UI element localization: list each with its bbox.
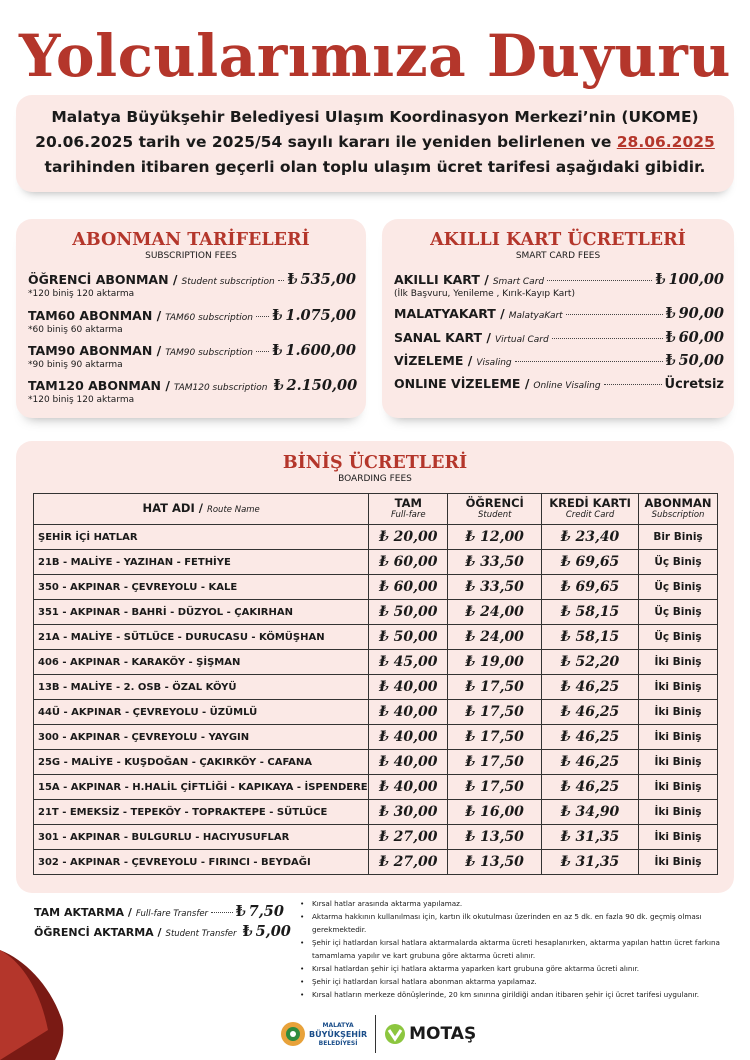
- fee-price-value: 2.150,00: [286, 377, 358, 394]
- fee-name: SANAL KART /: [394, 330, 491, 345]
- fee-name: VİZELEME /: [394, 353, 473, 368]
- subscription-cell: İki Biniş: [639, 800, 718, 825]
- smartcard-item: [394, 305, 724, 322]
- fee-name: TAM AKTARMA /: [34, 906, 132, 919]
- fee-note: *120 biniş 120 aktarma: [28, 395, 135, 405]
- table-row: [34, 525, 718, 550]
- student-fare-cell: ₺ 19,00: [448, 650, 542, 675]
- fee-english-name: Online Visaling: [533, 381, 601, 391]
- fee-price: [242, 923, 290, 940]
- table-row: [34, 850, 718, 875]
- credit-card-fare-cell: ₺ 31,35: [542, 850, 639, 875]
- fee-price: [236, 903, 284, 920]
- table-row: [34, 700, 718, 725]
- note-item: • Kırsal hatlardan şehir içi hatlara aktarma yaparken kart grubuna göre aktarma ücreti alınır.: [300, 962, 736, 975]
- leader-dots: [547, 280, 652, 281]
- note-item: • Kırsal hatlar arasında aktarma yapılamaz.: [300, 897, 736, 910]
- credit-card-fare-cell: ₺ 46,25: [542, 725, 639, 750]
- fee-name: MALATYAKART /: [394, 306, 505, 321]
- lira-icon: ₺: [287, 271, 298, 288]
- fee-note: (İlk Başvuru, Yenileme , Kırık-Kayıp Kart): [394, 289, 575, 299]
- fee-english-name: TAM60 subscription: [165, 313, 254, 323]
- credit-card-fare-cell: ₺ 46,25: [542, 775, 639, 800]
- full-fare-cell: ₺ 27,00: [369, 850, 448, 875]
- fee-price: [273, 377, 357, 394]
- smartcard-subtitle: SMART CARD FEES: [515, 251, 601, 261]
- full-fare-cell: ₺ 50,00: [369, 600, 448, 625]
- header-label: ABONMAN: [644, 496, 712, 510]
- transfer-item: [34, 923, 291, 940]
- smartcard-title: AKILLI KART ÜCRETLERİ: [430, 230, 686, 250]
- boarding-fees-table: [33, 493, 718, 875]
- credit-card-fare-cell: ₺ 46,25: [542, 700, 639, 725]
- leader-dots: [552, 338, 663, 339]
- subscription-subtitle: SUBSCRIPTION FEES: [145, 251, 237, 261]
- subscription-item: [28, 307, 356, 335]
- subscription-cell: Bir Biniş: [639, 525, 718, 550]
- fee-name: ÖĞRENCİ AKTARMA /: [34, 926, 162, 939]
- full-fare-cell: ₺ 40,00: [369, 750, 448, 775]
- full-fare-cell: ₺ 40,00: [369, 700, 448, 725]
- motas-emblem-icon: [384, 1023, 406, 1045]
- logo-text-line: BELEDİYESİ: [318, 1039, 358, 1047]
- student-fare-cell: ₺ 24,00: [448, 625, 542, 650]
- fee-name: TAM60 ABONMAN /: [28, 308, 162, 323]
- notes-list: [300, 897, 736, 1001]
- student-fare-cell: ₺ 16,00: [448, 800, 542, 825]
- student-fare-cell: ₺ 13,50: [448, 825, 542, 850]
- subscription-item: [28, 271, 356, 299]
- column-header-credit: [542, 494, 639, 525]
- boarding-title: BİNİŞ ÜCRETLERİ: [282, 453, 468, 473]
- full-fare-cell: ₺ 27,00: [369, 825, 448, 850]
- fee-name: TAM120 ABONMAN /: [28, 378, 170, 393]
- table-row: [34, 575, 718, 600]
- table-row: [34, 675, 718, 700]
- lira-icon: ₺: [665, 352, 676, 369]
- header-label: TAM: [394, 496, 422, 510]
- route-cell: 44Ü - AKPINAR - ÇEVREYOLU - ÜZÜMLÜ: [34, 700, 369, 725]
- leader-dots: [566, 314, 663, 315]
- lira-icon: ₺: [665, 329, 676, 346]
- student-fare-cell: ₺ 17,50: [448, 775, 542, 800]
- column-header-full: [369, 494, 448, 525]
- transfer-fees: [34, 903, 291, 943]
- table-row: [34, 550, 718, 575]
- fee-price: [272, 307, 356, 324]
- subscription-cell: Üç Biniş: [639, 550, 718, 575]
- subscription-cell: İki Biniş: [639, 825, 718, 850]
- fee-price-value: 5,00: [255, 923, 291, 940]
- fee-price: [666, 329, 725, 346]
- student-fare-cell: ₺ 33,50: [448, 575, 542, 600]
- route-cell: 301 - AKPINAR - BULGURLU - HACIYUSUFLAR: [34, 825, 369, 850]
- fee-name: ONLINE VİZELEME /: [394, 376, 530, 391]
- subscription-cell: İki Biniş: [639, 675, 718, 700]
- route-cell: 21T - EMEKSİZ - TEPEKÖY - TOPRAKTEPE - SÜTLÜCE: [34, 800, 369, 825]
- subscription-item: [28, 342, 356, 370]
- student-fare-cell: ₺ 17,50: [448, 675, 542, 700]
- lira-icon: ₺: [272, 307, 283, 324]
- fee-english-name: MalatyaKart: [508, 311, 563, 321]
- smartcard-item: [394, 329, 724, 346]
- student-fare-cell: ₺ 13,50: [448, 850, 542, 875]
- intro-effective-date: 28.06.2025: [616, 133, 715, 151]
- full-fare-cell: ₺ 30,00: [369, 800, 448, 825]
- leader-dots: [256, 351, 269, 352]
- subscription-cell: İki Biniş: [639, 700, 718, 725]
- fee-note: *120 biniş 120 aktarma: [28, 289, 135, 299]
- subscription-cell: İki Biniş: [639, 775, 718, 800]
- table-row: [34, 825, 718, 850]
- motas-name: MOTAŞ: [409, 1024, 477, 1044]
- subscription-cell: İki Biniş: [639, 750, 718, 775]
- credit-card-fare-cell: ₺ 46,25: [542, 675, 639, 700]
- note-item: • Şehir içi hatlardan kırsal hatlara abonman aktarma yapılamaz.: [300, 975, 736, 988]
- credit-card-fare-cell: ₺ 46,25: [542, 750, 639, 775]
- municipality-name: [309, 1021, 367, 1048]
- student-fare-cell: ₺ 12,00: [448, 525, 542, 550]
- credit-card-fare-cell: ₺ 31,35: [542, 825, 639, 850]
- subscription-cell: İki Biniş: [639, 725, 718, 750]
- smart-card-fees-card: [382, 219, 734, 418]
- full-fare-cell: ₺ 60,00: [369, 550, 448, 575]
- full-fare-cell: ₺ 60,00: [369, 575, 448, 600]
- header-label: KREDİ KARTI: [549, 496, 631, 510]
- table-body: [34, 525, 718, 875]
- transfer-item: [34, 903, 284, 920]
- credit-card-fare-cell: ₺ 52,20: [542, 650, 639, 675]
- subscription-cell: İki Biniş: [639, 650, 718, 675]
- logo-text-line: MALATYA: [322, 1021, 354, 1029]
- fee-note: *90 biniş 90 aktarma: [28, 360, 123, 370]
- intro-line-1: Malatya Büyükşehir Belediyesi Ulaşım Koordinasyon Merkezi’nin (UKOME): [51, 108, 699, 126]
- route-cell: 351 - AKPINAR - BAHRİ - DÜZYOL - ÇAKIRHAN: [34, 600, 369, 625]
- subscription-fees-card: [16, 219, 366, 418]
- table-row: [34, 775, 718, 800]
- lira-icon: ₺: [655, 271, 666, 288]
- page-title: Yolcularımıza Duyuru: [19, 22, 731, 90]
- municipality-emblem-icon: [280, 1021, 306, 1047]
- full-fare-cell: ₺ 40,00: [369, 775, 448, 800]
- fee-price-value: 60,00: [678, 329, 724, 346]
- note-item: • Kırsal hatların merkeze dönüşlerinde, 20 km sınırına girildiği andan itibaren şehir içi ücret tarifesi uygulanır.: [300, 988, 736, 1001]
- full-fare-cell: ₺ 40,00: [369, 725, 448, 750]
- route-cell: 300 - AKPINAR - ÇEVREYOLU - YAYGIN: [34, 725, 369, 750]
- table-row: [34, 725, 718, 750]
- motas-logo: [384, 1023, 476, 1045]
- header-english: Credit Card: [565, 510, 615, 520]
- lira-icon: ₺: [665, 305, 676, 322]
- credit-card-fare-cell: ₺ 34,90: [542, 800, 639, 825]
- logo-text-line: BÜYÜKŞEHİR: [309, 1029, 368, 1039]
- note-item: • Şehir içi hatlardan kırsal hatlara aktarmalarda aktarma ücreti hesaplanırken, aktarma yapılan hattın ücret farkına tamamlama yapılır ve kart grubuna göre aktarma ücreti alınır.: [300, 936, 736, 962]
- fee-price: [666, 305, 725, 322]
- fee-price: [287, 271, 356, 288]
- credit-card-fare-cell: ₺ 69,65: [542, 550, 639, 575]
- credit-card-fare-cell: ₺ 58,15: [542, 600, 639, 625]
- subscription-cell: İki Biniş: [639, 850, 718, 875]
- full-fare-cell: ₺ 20,00: [369, 525, 448, 550]
- subscription-title: ABONMAN TARİFELERİ: [72, 230, 310, 250]
- fee-english-name: Visaling: [476, 358, 512, 368]
- leader-dots: [256, 316, 269, 317]
- table-row: [34, 650, 718, 675]
- table-row: [34, 800, 718, 825]
- subscription-cell: Üç Biniş: [639, 575, 718, 600]
- route-cell: 21B - MALİYE - YAZIHAN - FETHİYE: [34, 550, 369, 575]
- table-row: [34, 750, 718, 775]
- fee-price-value: 90,00: [678, 305, 724, 322]
- fee-price-value: 50,00: [678, 352, 724, 369]
- column-header-student: [448, 494, 542, 525]
- malatya-municipality-logo: [280, 1021, 367, 1048]
- fee-price: [272, 342, 356, 359]
- fee-english-name: Full-fare Transfer: [135, 909, 209, 919]
- fee-price-value: 1.075,00: [285, 307, 356, 324]
- leader-dots: [211, 912, 233, 913]
- fee-english-name: TAM90 subscription: [165, 348, 254, 358]
- smartcard-item: [394, 352, 724, 369]
- route-cell: ŞEHİR İÇİ HATLAR: [34, 525, 369, 550]
- leader-dots: [604, 384, 662, 385]
- student-fare-cell: ₺ 24,00: [448, 600, 542, 625]
- fee-price-free: Ücretsiz: [664, 377, 724, 392]
- smartcard-item: [394, 271, 724, 299]
- route-cell: 25G - MALİYE - KUŞDOĞAN - ÇAKIRKÖY - CAFANA: [34, 750, 369, 775]
- lira-icon: ₺: [242, 923, 253, 940]
- route-cell: 13B - MALİYE - 2. OSB - ÖZAL KÖYÜ: [34, 675, 369, 700]
- boarding-fees-card: [16, 441, 734, 893]
- note-item: • Aktarma hakkının kullanılması için, kartın ilk okutulması üzerinden en az 5 dk. en fazla 90 dk. geçmiş olması gerekmektedir.: [300, 910, 736, 936]
- student-fare-cell: ₺ 17,50: [448, 750, 542, 775]
- column-header-route: [34, 494, 369, 525]
- student-fare-cell: ₺ 33,50: [448, 550, 542, 575]
- fee-english-name: TAM120 subscription: [173, 383, 268, 393]
- fee-price-value: 535,00: [300, 271, 356, 288]
- full-fare-cell: ₺ 40,00: [369, 675, 448, 700]
- fee-name: TAM90 ABONMAN /: [28, 343, 162, 358]
- fee-english-name: Smart Card: [492, 277, 545, 287]
- boarding-subtitle: BOARDING FEES: [338, 474, 412, 484]
- subscription-cell: Üç Biniş: [639, 625, 718, 650]
- intro-line-2: [16, 130, 734, 155]
- fee-price-value: 1.600,00: [285, 342, 356, 359]
- header-label: HAT ADI /: [142, 501, 203, 515]
- leader-dots: [278, 280, 285, 281]
- route-cell: 15A - AKPINAR - H.HALİL ÇİFTLİĞİ - KAPIKAYA - İSPENDERE: [34, 775, 369, 800]
- route-cell: 406 - AKPINAR - KARAKÖY - ŞİŞMAN: [34, 650, 369, 675]
- fee-english-name: Virtual Card: [495, 335, 549, 345]
- fee-note: *60 biniş 60 aktarma: [28, 325, 123, 335]
- fee-name: AKILLI KART /: [394, 272, 489, 287]
- full-fare-cell: ₺ 50,00: [369, 625, 448, 650]
- student-fare-cell: ₺ 17,50: [448, 700, 542, 725]
- footer-logos: [280, 1013, 480, 1055]
- header-english: Subscription: [651, 510, 705, 520]
- lira-icon: ₺: [272, 342, 283, 359]
- leader-dots: [515, 361, 663, 362]
- credit-card-fare-cell: ₺ 69,65: [542, 575, 639, 600]
- intro-line-2-text: 20.06.2025 tarih ve 2025/54 sayılı kararı ile yeniden belirlenen ve: [35, 133, 612, 151]
- smartcard-item: [394, 376, 724, 392]
- subscription-item: [28, 377, 356, 405]
- fee-english-name: Student subscription: [181, 277, 275, 287]
- route-cell: 302 - AKPINAR - ÇEVREYOLU - FIRINCI - BEYDAĞI: [34, 850, 369, 875]
- fee-english-name: Student Transfer: [165, 929, 237, 939]
- fee-price-value: 7,50: [248, 903, 284, 920]
- credit-card-fare-cell: ₺ 58,15: [542, 625, 639, 650]
- fee-price: [655, 271, 724, 288]
- lira-icon: ₺: [235, 903, 246, 920]
- header-english: Route Name: [206, 505, 260, 515]
- student-fare-cell: ₺ 17,50: [448, 725, 542, 750]
- header-label: ÖĞRENCİ: [465, 496, 524, 510]
- table-row: [34, 600, 718, 625]
- header-english: Student: [477, 510, 512, 520]
- fee-price-value: 100,00: [668, 271, 724, 288]
- header-english: Full-fare: [390, 510, 426, 520]
- route-cell: 21A - MALİYE - SÜTLÜCE - DURUCASU - KÖMÜŞHAN: [34, 625, 369, 650]
- fee-name: ÖĞRENCİ ABONMAN /: [28, 272, 178, 287]
- fee-price: [666, 352, 725, 369]
- curled-corner-decoration: [0, 940, 70, 1060]
- table-row: [34, 625, 718, 650]
- route-cell: 350 - AKPINAR - ÇEVREYOLU - KALE: [34, 575, 369, 600]
- column-header-subscription: [639, 494, 718, 525]
- table-header-row: [34, 494, 718, 525]
- announcement-intro: [16, 95, 734, 192]
- credit-card-fare-cell: ₺ 23,40: [542, 525, 639, 550]
- full-fare-cell: ₺ 45,00: [369, 650, 448, 675]
- subscription-cell: Üç Biniş: [639, 600, 718, 625]
- lira-icon: ₺: [273, 377, 284, 394]
- logo-divider: [375, 1015, 376, 1053]
- intro-line-3: tarihinden itibaren geçerli olan toplu ulaşım ücret tarifesi aşağıdaki gibidir.: [44, 158, 706, 176]
